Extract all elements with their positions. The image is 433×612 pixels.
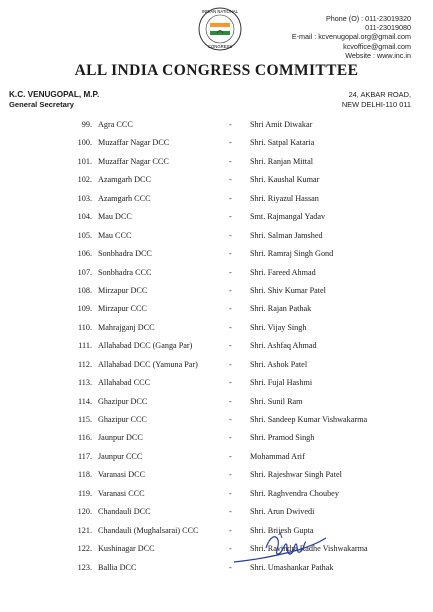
list-item-president: Shri. Ravindra Radhe Vishwakarma: [250, 544, 368, 554]
list-item-president: Shri. Shiv Kumar Patel: [250, 285, 326, 295]
list-item-number: 111.: [78, 341, 92, 351]
list-item: [0, 190, 433, 208]
list-item-committee: Varanasi CCC: [98, 488, 145, 498]
list-item-separator: -: [229, 212, 232, 222]
list-item-president: Shri Amit Diwakar: [250, 120, 313, 129]
list-item: [0, 448, 433, 466]
list-item-separator: -: [229, 304, 232, 314]
list-item-committee: Mirzapur CCC: [98, 304, 147, 314]
appointment-list: [0, 116, 433, 577]
list-item-number: 102.: [77, 175, 92, 185]
list-item-separator: -: [229, 138, 232, 148]
list-item: [0, 171, 433, 189]
list-item-president: Shri. Ranjan Mittal: [250, 156, 313, 166]
list-item-separator: -: [229, 488, 232, 498]
list-item: [0, 319, 433, 337]
list-item-number: 110.: [77, 322, 92, 332]
address-block: [342, 90, 411, 110]
list-item-number: 120.: [77, 507, 92, 517]
list-item-president: Shri. Brijesh Gupta: [250, 525, 314, 535]
list-item-president: Shri. Fujal Hashmi: [250, 378, 313, 388]
list-item-committee: Mau DCC: [98, 212, 132, 222]
list-item-separator: -: [229, 230, 232, 240]
list-item-committee: Azamgarh CCC: [98, 193, 151, 203]
list-item: [0, 208, 433, 226]
list-item-separator: -: [229, 415, 232, 424]
list-item-separator: -: [229, 544, 232, 554]
list-item-number: 123.: [77, 562, 92, 572]
list-item-separator: -: [229, 322, 232, 332]
list-item: [0, 153, 433, 171]
list-item-number: 122.: [77, 544, 92, 554]
list-item: [0, 282, 433, 300]
list-item-separator: -: [229, 470, 232, 480]
list-item-separator: -: [229, 285, 232, 295]
list-item: [0, 559, 433, 577]
list-item-committee: Sonbhadra CCC: [98, 267, 152, 277]
list-item-committee: Jaunpur CCC: [98, 451, 143, 461]
logo-text-bottom: CONGRESS: [208, 44, 232, 49]
list-item-committee: Mahrajganj DCC: [98, 322, 155, 332]
list-item-number: 106.: [77, 249, 92, 259]
list-item: [0, 522, 433, 540]
sender-designation: General Secretary: [9, 100, 75, 109]
list-item: [0, 393, 433, 411]
list-item: [0, 300, 433, 318]
list-item-separator: -: [229, 267, 232, 277]
list-item-number: 107.: [77, 267, 92, 277]
phone-line-1: Phone (O) : 011-23019320: [326, 14, 411, 23]
list-item-separator: -: [229, 378, 232, 388]
list-item-separator: -: [229, 451, 232, 461]
list-item-number: 109.: [77, 304, 92, 314]
list-item-committee: Ghazipur DCC: [98, 396, 148, 406]
list-item-president: Shri. Salman Jamshed: [250, 230, 323, 240]
list-item-number: 116.: [77, 433, 92, 443]
phone-line-2: 011-23019080: [365, 23, 411, 33]
list-item: [0, 227, 433, 245]
list-item-committee: Mirzapur DCC: [98, 285, 148, 295]
list-item-separator: -: [229, 562, 232, 572]
list-item-committee: Allahabad DCC (Yamuna Par): [98, 359, 198, 369]
list-item-number: 104.: [77, 212, 92, 222]
list-item: [0, 411, 433, 429]
website-line: Website : www.inc.in: [345, 50, 411, 60]
list-item-separator: -: [229, 120, 232, 129]
list-item-committee: Varanasi DCC: [98, 470, 146, 480]
list-item-committee: Mau CCC: [98, 230, 132, 240]
address-line-1: 24, AKBAR ROAD,: [348, 90, 411, 99]
list-item-president: Shri. Arun Dwivedi: [250, 507, 315, 517]
list-item-separator: -: [229, 507, 232, 517]
list-item-number: 114.: [77, 396, 92, 406]
list-item-committee: Ballia DCC: [98, 562, 137, 572]
list-item: [0, 374, 433, 392]
list-item-committee: Chandauli DCC: [98, 507, 151, 517]
list-item-separator: -: [229, 433, 232, 443]
list-item: [0, 264, 433, 282]
list-item-number: 113.: [77, 378, 92, 388]
list-item-president: Shri. Rajan Pathak: [250, 304, 312, 314]
list-item-president: Shri. Pramod Singh: [250, 433, 315, 443]
list-item-separator: -: [229, 175, 232, 185]
list-item-president: Shri. Ashfaq Ahmad: [250, 341, 317, 351]
list-item-president: Shri. Ramraj Singh Gond: [250, 249, 334, 259]
list-item-separator: -: [229, 359, 232, 369]
list-item-number: 118.: [77, 470, 92, 480]
list-item-number: 119.: [77, 488, 92, 498]
list-item-number: 115.: [77, 415, 92, 424]
list-item-separator: -: [229, 156, 232, 166]
email-line-1: E-mail : kcvenugopal.org@gmail.com: [291, 32, 411, 42]
list-item-president: Shri. Vijay Singh: [250, 322, 307, 332]
list-item-president: Shri. Sunil Ram: [250, 396, 303, 406]
list-item-president: Shri. Ashok Patel: [250, 359, 308, 369]
list-item-committee: Sonbhadra DCC: [98, 249, 152, 259]
list-item-number: 99.: [81, 120, 92, 129]
list-item-separator: -: [229, 341, 232, 351]
list-item-committee: Jaunpur DCC: [98, 433, 143, 443]
sender-block: [9, 90, 99, 110]
sender-name: K.C. VENUGOPAL, M.P.: [9, 90, 100, 99]
list-item-number: 112.: [77, 359, 92, 369]
list-item-number: 117.: [77, 451, 92, 461]
list-item-number: 108.: [77, 285, 92, 295]
list-item-committee: Allahabad DCC (Ganga Par): [98, 341, 193, 351]
list-item-committee: Azamgarh DCC: [98, 175, 151, 185]
list-item-number: 121.: [77, 525, 92, 535]
list-item: [0, 337, 433, 355]
logo-text-top: INDIAN NATIONAL: [202, 9, 238, 14]
org-title: ALL INDIA CONGRESS COMMITTEE: [74, 62, 359, 79]
list-item-committee: Allahabad CCC: [98, 378, 151, 388]
list-item-president: Shri. Kaushal Kumar: [250, 175, 320, 185]
list-item: [0, 503, 433, 521]
list-item-separator: -: [229, 396, 232, 406]
list-item-president: Shri. Fareed Ahmad: [250, 267, 316, 277]
list-item: [0, 356, 433, 374]
list-item: [0, 116, 433, 134]
list-item-committee: Agra CCC: [98, 120, 133, 129]
list-item: [0, 245, 433, 263]
list-item-committee: Muzaffar Nagar CCC: [98, 156, 169, 166]
list-item-number: 105.: [77, 230, 92, 240]
list-item-president: Shri. Rajeshwar Singh Patel: [250, 470, 342, 480]
list-item-number: 103.: [77, 193, 92, 203]
email-line-2: kcvoffice@gmail.com: [343, 41, 411, 51]
list-item-number: 101.: [77, 156, 92, 166]
list-item-committee: Chandauli (Mughalsarai) CCC: [98, 525, 199, 535]
list-item-president: Mohammad Arif: [250, 451, 305, 461]
signature-icon: [226, 526, 336, 570]
list-item-president: Shri. Riyazul Hassan: [250, 193, 319, 203]
list-item: [0, 429, 433, 447]
address-line-2: NEW DELHI-110 011: [341, 100, 411, 109]
list-item: [0, 134, 433, 152]
list-item-committee: Ghazipur CCC: [98, 415, 147, 424]
list-item-separator: -: [229, 525, 232, 535]
list-item-president: Shri. Raghvendra Choubey: [250, 488, 339, 498]
list-item: [0, 466, 433, 484]
congress-logo-icon: [197, 6, 243, 52]
list-item-president: Shri. Umashankar Pathak: [250, 562, 334, 572]
list-item-president: Smt. Rajmangal Yadav: [250, 212, 326, 222]
list-item-separator: -: [229, 193, 232, 203]
list-item-president: Shri. Sandeep Kumar Vishwakarma: [250, 415, 368, 424]
list-item-number: 100.: [77, 138, 92, 148]
list-item: [0, 485, 433, 503]
list-item-committee: Kushinagar DCC: [98, 544, 155, 554]
list-item: [0, 540, 433, 558]
list-item-separator: -: [229, 249, 232, 259]
contact-block: [292, 14, 411, 60]
list-item-committee: Muzaffar Nagar DCC: [98, 138, 170, 148]
list-item-president: Shri. Satpal Kataria: [250, 138, 315, 148]
